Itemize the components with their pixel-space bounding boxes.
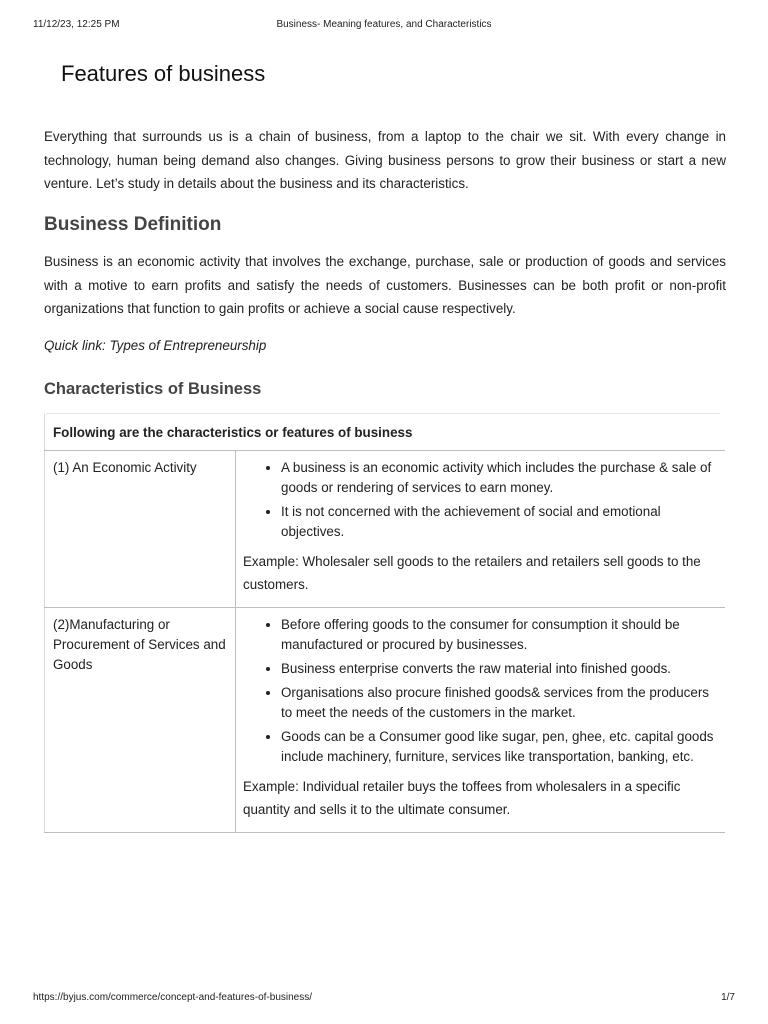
row-content — [236, 450, 726, 607]
bullet-item: • A business is an economic activity which includes the purchase & sale of goods or rendering of services to earn money. — [281, 458, 719, 498]
bullet-list — [243, 615, 719, 767]
example-text: Example: Wholesaler sell goods to the retailers and retailers sell goods to the customers. — [243, 553, 701, 592]
bullet-list — [243, 458, 719, 542]
bullet-item: • Organisations also procure finished goods& services from the producers to meet the needs of the customers in the market. — [281, 683, 719, 723]
print-page-number: 1/7 — [721, 992, 735, 1003]
print-footer-url: https://byjus.com/commerce/concept-and-features-of-business/ — [33, 992, 313, 1003]
definition-heading: Business Definition — [44, 214, 222, 235]
bullet-item: • Before offering goods to the consumer for consumption it should be manufactured or procured by businesses. — [281, 615, 719, 655]
table-header: Following are the characteristics or features of business — [45, 414, 726, 450]
page-title: Features of business — [61, 61, 266, 86]
characteristics-table — [44, 414, 725, 833]
bullet-item: • Business enterprise converts the raw material into finished goods. — [281, 659, 719, 679]
bullet-item: • Goods can be a Consumer good like sugar, pen, ghee, etc. capital goods include machinery, furniture, services like transportation, banking, etc. — [281, 727, 719, 767]
characteristics-heading: Characteristics of Business — [44, 380, 262, 398]
intro-paragraph: Everything that surrounds us is a chain of business, from a laptop to the chair we sit. With every change in technology, human being demand also changes. Giving business persons to grow their business or start a new venture. Let’s study in details about the business and its characteristics. — [44, 129, 726, 191]
bullet-item: • It is not concerned with the achievement of social and emotional objectives. — [281, 502, 719, 542]
row-label: (1) An Economic Activity — [45, 450, 236, 607]
definition-paragraph: Business is an economic activity that involves the exchange, purchase, sale or production of goods and services with a motive to earn profits and satisfy the needs of customers. Businesses can be both profit or non-profit organizations that function to gain profits or achieve a social cause respectively. — [44, 254, 726, 316]
row-content — [236, 607, 726, 832]
table-row — [45, 450, 726, 607]
print-doc-title: Business- Meaning features, and Characteristics — [276, 19, 492, 30]
print-datetime: 11/12/23, 12:25 PM — [33, 19, 120, 30]
quick-link[interactable]: Quick link: Types of Entrepreneurship — [44, 338, 267, 353]
table-row — [45, 607, 726, 832]
example-text: Example: Individual retailer buys the toffees from wholesalers in a specific quantity and sells it to the ultimate consumer. — [243, 778, 681, 817]
row-label: (2)Manufacturing or Procurement of Services and Goods — [45, 607, 236, 832]
